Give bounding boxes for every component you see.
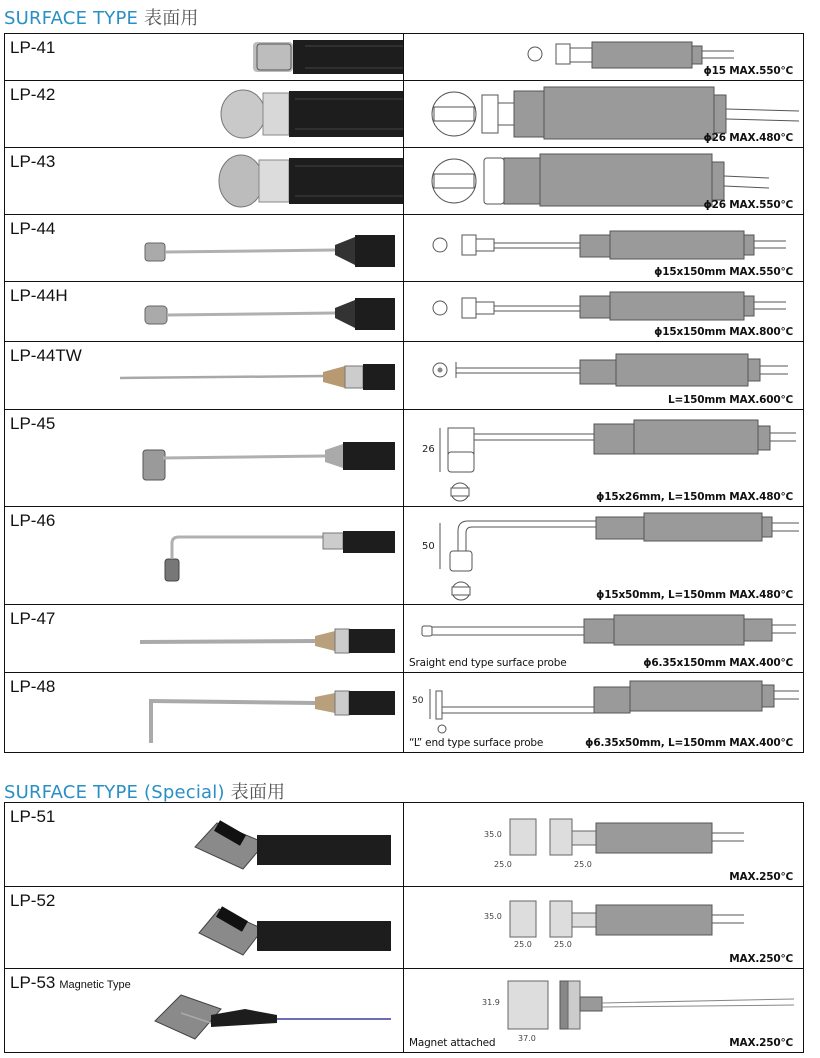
dimension-label: 25.0 bbox=[494, 860, 512, 869]
table-row bbox=[5, 507, 804, 605]
probe-photo-cell bbox=[5, 148, 404, 215]
probe-photo-cell bbox=[5, 34, 404, 81]
probe-drawing-cell bbox=[404, 148, 804, 215]
probe-photo bbox=[5, 342, 404, 410]
probe-photo-cell bbox=[5, 507, 404, 605]
table-row bbox=[5, 215, 804, 282]
probe-drawing-cell bbox=[404, 969, 804, 1053]
probe-photo-cell bbox=[5, 969, 404, 1053]
probe-photo bbox=[5, 34, 404, 81]
probe-drawing-cell bbox=[404, 803, 804, 887]
dimension-label: 35.0 bbox=[484, 830, 502, 839]
dimension-label: 50 bbox=[422, 541, 435, 552]
spec-label: ϕ15 MAX.550℃ bbox=[703, 65, 793, 77]
model-label: LP-43 bbox=[10, 152, 56, 171]
probe-photo-cell bbox=[5, 342, 404, 410]
spec-label: MAX.250℃ bbox=[729, 871, 793, 883]
spec-label: ϕ6.35x150mm MAX.400℃ bbox=[643, 657, 793, 669]
caption-label: Sraight end type surface probe bbox=[409, 657, 567, 669]
spec-label: ϕ15x150mm MAX.800℃ bbox=[654, 326, 793, 338]
probe-photo bbox=[5, 507, 404, 605]
table-row bbox=[5, 282, 804, 342]
surface-type-special-table bbox=[4, 802, 804, 1053]
section-title-text: SURFACE TYPE (Special) bbox=[4, 782, 225, 803]
dimension-label: 50 bbox=[412, 696, 424, 706]
model-label: LP-46 bbox=[10, 511, 56, 530]
caption-label: “L” end type surface probe bbox=[409, 737, 544, 749]
probe-photo bbox=[5, 410, 404, 507]
probe-drawing-cell bbox=[404, 887, 804, 969]
model-label: LP-52 bbox=[10, 891, 56, 910]
probe-photo bbox=[5, 803, 404, 887]
spec-label: ϕ15x50mm, L=150mm MAX.480℃ bbox=[596, 589, 793, 601]
caption-label: Magnet attached bbox=[409, 1037, 496, 1049]
table-row bbox=[5, 410, 804, 507]
surface-type-table bbox=[4, 33, 804, 753]
probe-photo-cell bbox=[5, 215, 404, 282]
table-row bbox=[5, 673, 804, 753]
table-row bbox=[5, 969, 804, 1053]
section-title-surface-type bbox=[4, 4, 199, 30]
dimension-label: 35.0 bbox=[484, 912, 502, 921]
spec-label: ϕ15x150mm MAX.550℃ bbox=[654, 266, 793, 278]
probe-drawing-cell bbox=[404, 282, 804, 342]
spec-label: MAX.250℃ bbox=[729, 953, 793, 965]
table-row bbox=[5, 148, 804, 215]
spec-label: ϕ26 MAX.550℃ bbox=[703, 199, 793, 211]
probe-drawing-cell bbox=[404, 673, 804, 753]
spec-label: MAX.250℃ bbox=[729, 1037, 793, 1049]
section-title-surface-type-special bbox=[4, 778, 285, 804]
dimension-label: 25.0 bbox=[574, 860, 592, 869]
table-row bbox=[5, 34, 804, 81]
section-title-cjk: 表面用 bbox=[144, 8, 199, 29]
table-row bbox=[5, 605, 804, 673]
model-label: LP-51 bbox=[10, 807, 56, 826]
probe-drawing-cell bbox=[404, 342, 804, 410]
model-name: LP-53 bbox=[10, 973, 56, 992]
probe-photo bbox=[5, 282, 404, 342]
model-label: LP-44H bbox=[10, 286, 68, 305]
probe-photo-cell bbox=[5, 282, 404, 342]
probe-drawing-cell bbox=[404, 410, 804, 507]
probe-drawing-cell bbox=[404, 34, 804, 81]
table-row bbox=[5, 81, 804, 148]
probe-photo bbox=[5, 969, 404, 1053]
section-title-cjk: 表面用 bbox=[230, 782, 286, 803]
probe-photo bbox=[5, 887, 404, 969]
probe-photo bbox=[5, 81, 404, 148]
model-subtitle: Magnetic Type bbox=[59, 979, 131, 991]
probe-photo-cell bbox=[5, 803, 404, 887]
model-label: LP-47 bbox=[10, 609, 56, 628]
dimension-label: 26 bbox=[422, 444, 435, 455]
section-title-text: SURFACE TYPE bbox=[4, 8, 139, 29]
probe-photo bbox=[5, 673, 404, 753]
model-label: LP-45 bbox=[10, 414, 56, 433]
probe-photo-cell bbox=[5, 887, 404, 969]
dimension-label: 25.0 bbox=[554, 940, 572, 949]
model-label: LP-42 bbox=[10, 85, 56, 104]
spec-label: ϕ15x26mm, L=150mm MAX.480℃ bbox=[596, 491, 793, 503]
model-label: LP-44 bbox=[10, 219, 56, 238]
probe-photo bbox=[5, 215, 404, 282]
spec-label: L=150mm MAX.600℃ bbox=[667, 394, 793, 406]
model-label: LP-48 bbox=[10, 677, 56, 696]
model-label: LP-44TW bbox=[10, 346, 82, 365]
probe-drawing-cell bbox=[404, 605, 804, 673]
dimension-label: 37.0 bbox=[518, 1034, 536, 1043]
probe-drawing-cell bbox=[404, 215, 804, 282]
spec-label: ϕ6.35x50mm, L=150mm MAX.400℃ bbox=[585, 737, 793, 749]
probe-photo-cell bbox=[5, 673, 404, 753]
probe-photo-cell bbox=[5, 605, 404, 673]
spec-label: ϕ26 MAX.480℃ bbox=[703, 132, 793, 144]
probe-photo bbox=[5, 605, 404, 673]
table-row bbox=[5, 887, 804, 969]
probe-photo-cell bbox=[5, 410, 404, 507]
table-row bbox=[5, 342, 804, 410]
probe-drawing-cell bbox=[404, 81, 804, 148]
probe-drawing-cell bbox=[404, 507, 804, 605]
probe-photo-cell bbox=[5, 81, 404, 148]
model-label: LP-41 bbox=[10, 38, 56, 57]
table-row bbox=[5, 803, 804, 887]
probe-photo bbox=[5, 148, 404, 215]
dimension-label: 25.0 bbox=[514, 940, 532, 949]
dimension-label: 31.9 bbox=[482, 998, 500, 1007]
